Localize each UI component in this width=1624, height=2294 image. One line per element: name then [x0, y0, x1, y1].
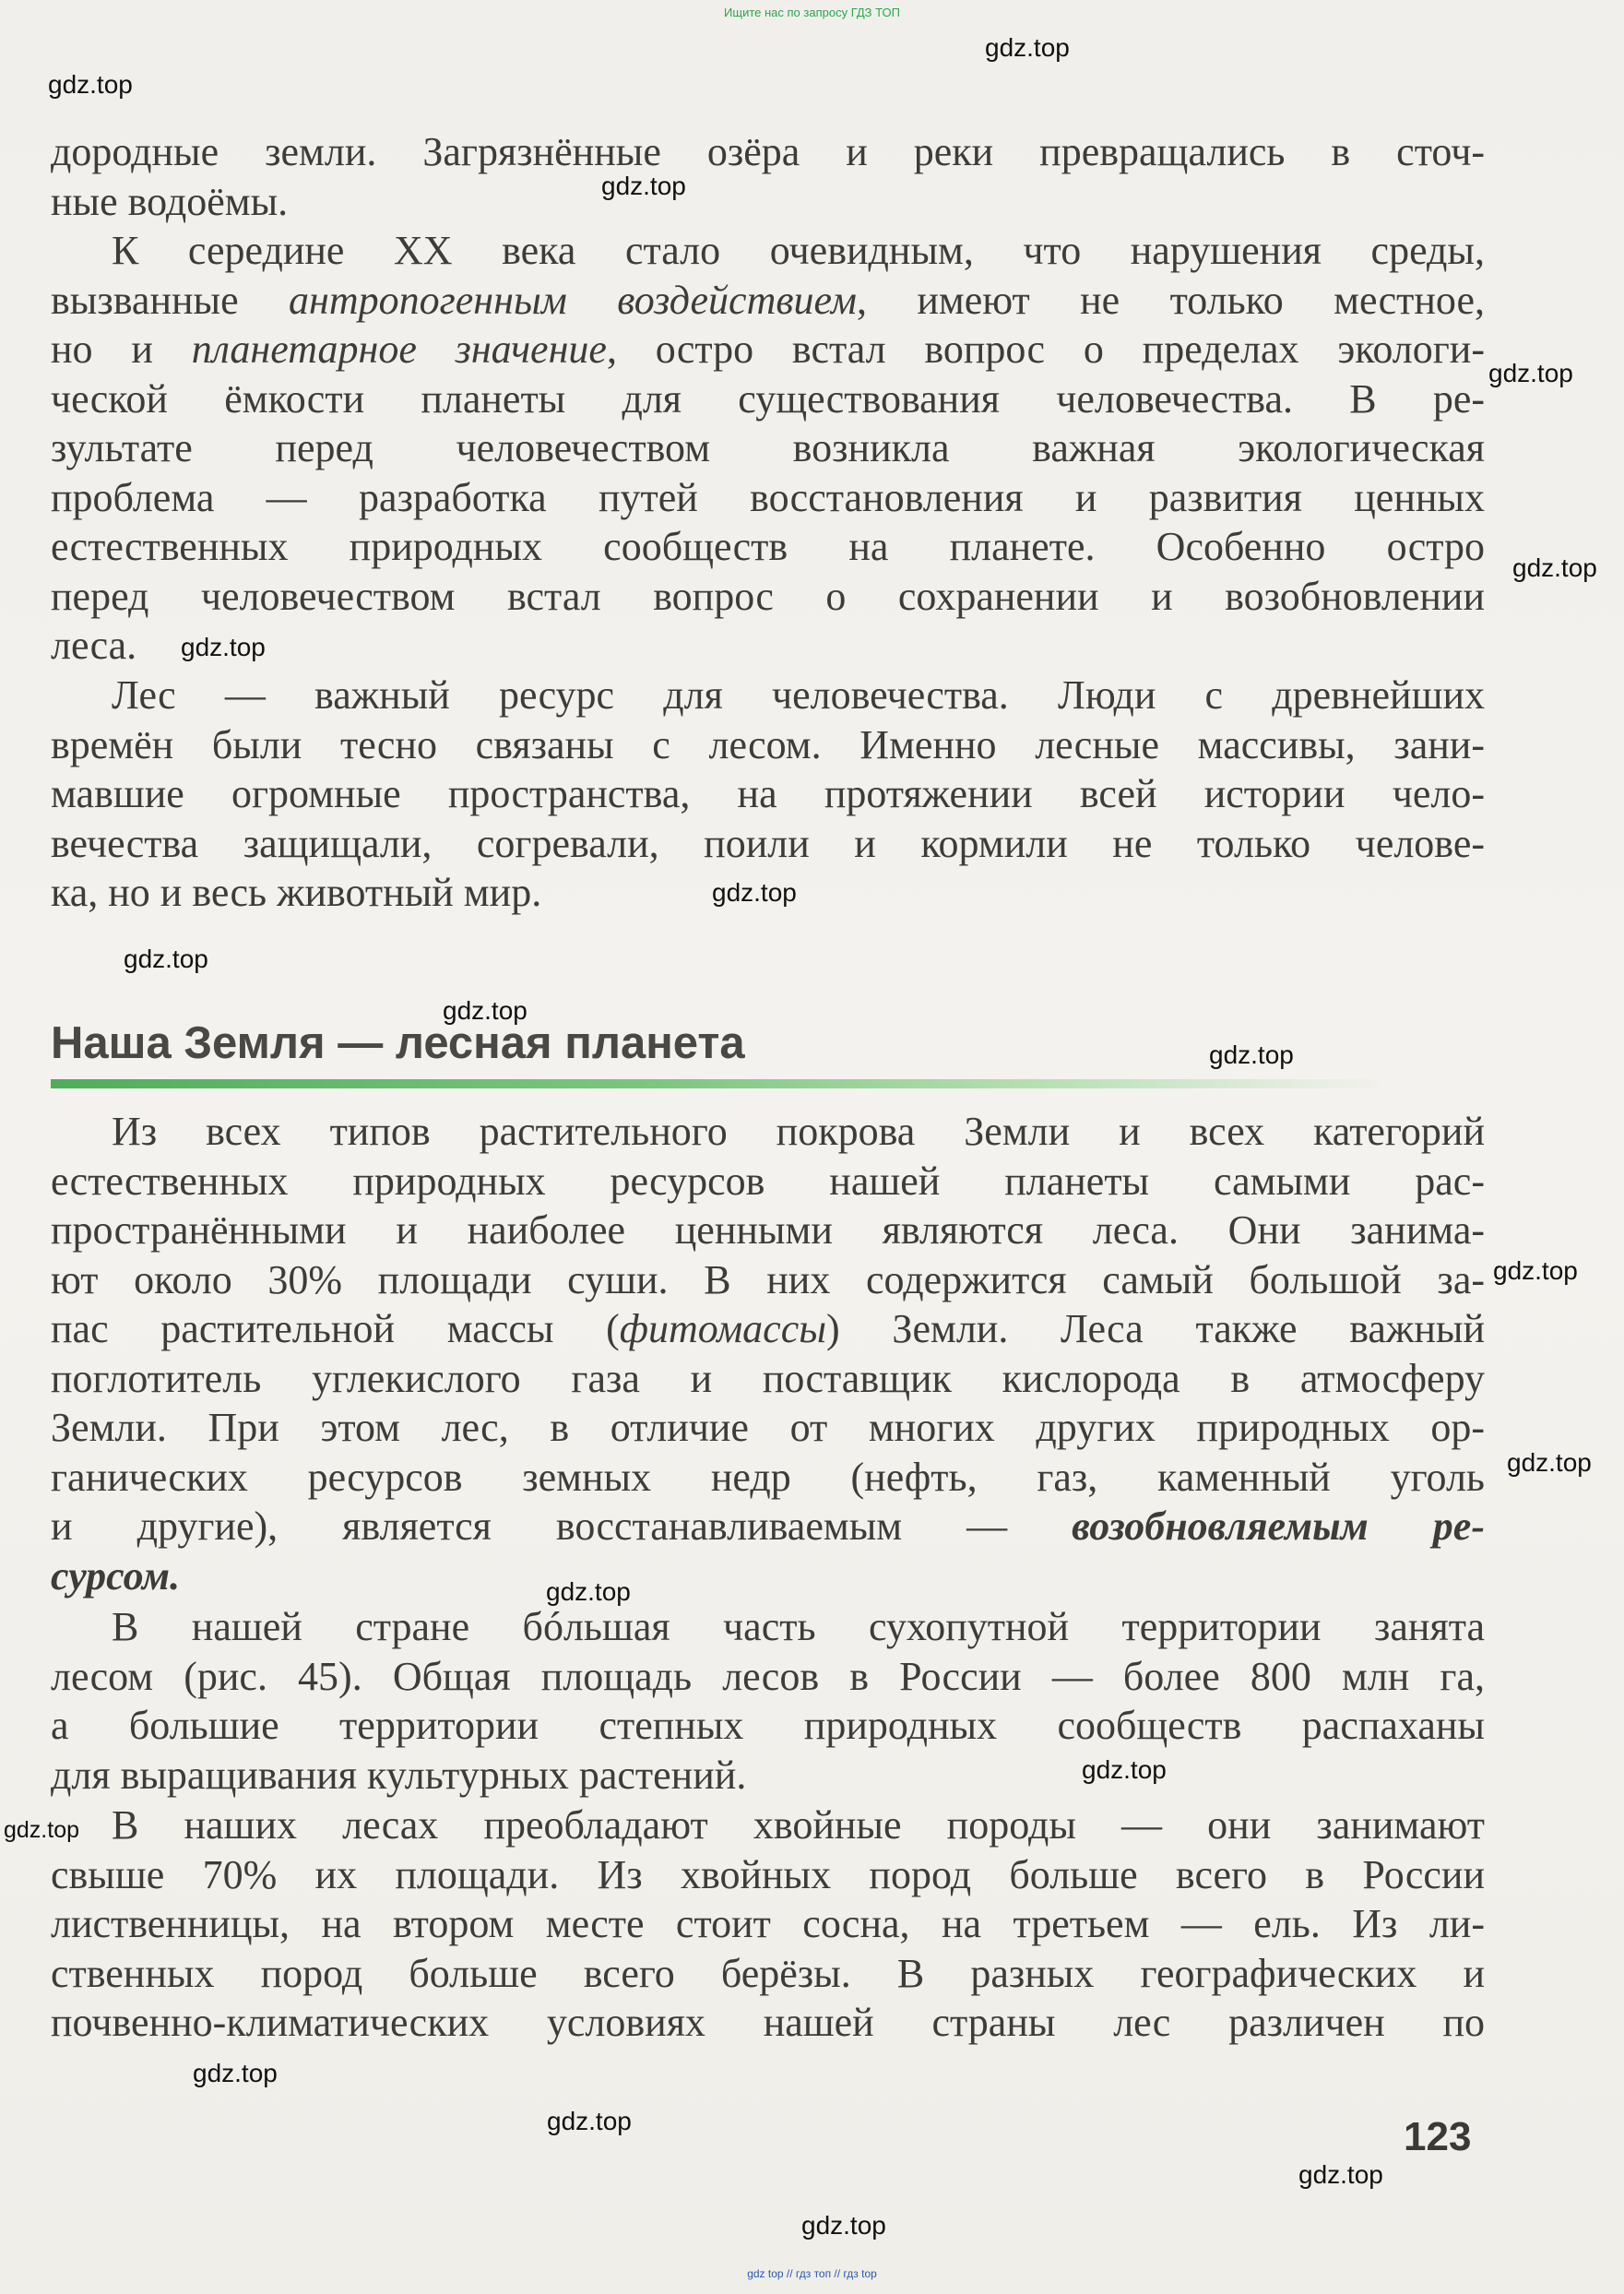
text-line: ют около 30% площади суши. В них содержится самый большой за-	[51, 1256, 1485, 1302]
text-line: ственных пород больше всего берёзы. В разных географических и	[51, 1950, 1485, 1996]
watermark-text: gdz.top	[181, 633, 266, 661]
text-line	[51, 325, 1485, 374]
text-line: лиственницы, на втором месте стоит сосна, на третьем — ель. Из ли-	[51, 1901, 1485, 1946]
text-line: проблема — разработка путей восстановления и развития ценных	[51, 474, 1485, 520]
watermark-text: gdz.top	[1493, 1256, 1578, 1285]
text-line: дородные земли. Загрязнённые озёра и реки превращались в сточ-	[51, 129, 1485, 174]
watermark-text: gdz.top	[1512, 553, 1597, 582]
text-line: Земли. При этом лес, в отличие от многих других природных ор-	[51, 1405, 1485, 1450]
text-run: пас растительной массы (	[51, 1306, 620, 1351]
italic-term: планетарное значение	[191, 327, 607, 372]
bold-italic-term: возобновляемым ре-	[1072, 1504, 1485, 1549]
heading-underline	[51, 1079, 1388, 1088]
paragraph-1	[51, 127, 1485, 226]
watermark-text: gdz.top	[712, 878, 797, 907]
text-line: К середине XX века стало очевидным, что нарушения среды,	[112, 228, 1485, 273]
paragraph-5	[51, 1602, 1485, 1800]
text-line: естественных природных ресурсов нашей планеты самыми рас-	[51, 1158, 1485, 1204]
text-line: ка, но и весь животный мир.	[51, 870, 542, 915]
watermark-text: gdz.top	[48, 70, 133, 99]
text-line: сурсом.	[51, 1552, 181, 1599]
text-line: ганических ресурсов земных недр (нефть, газ, каменный уголь	[51, 1454, 1485, 1500]
watermark-text: gdz.top	[1209, 1040, 1294, 1069]
text-line: поглотитель углекислого газа и поставщик кислорода в атмосферу	[51, 1355, 1485, 1401]
watermark-text: gdz.top	[443, 996, 528, 1025]
text-line	[51, 276, 1485, 326]
watermark-text: gdz.top	[124, 945, 208, 973]
text-line: почвенно-климатических условиях нашей страны лес различен по	[51, 2000, 1485, 2045]
paragraph-6	[51, 1801, 1485, 2048]
watermark-text: gdz.top	[546, 1577, 631, 1606]
text-line	[51, 1502, 1485, 1551]
watermark-text: gdz.top	[1488, 359, 1573, 387]
watermark-text: gdz.top	[1082, 1755, 1167, 1784]
text-line: мавшие огромные пространства, на протяжении всей истории чело-	[51, 771, 1485, 816]
text-line: свыше 70% их площади. Из хвойных пород больше всего в России	[51, 1851, 1485, 1897]
top-banner-text: Ищите нас по запросу ГДЗ ТОП	[724, 6, 900, 19]
text-line: Лес — важный ресурс для человечества. Люди с древнейших	[112, 672, 1485, 718]
text-line: вечества защищали, согревали, поили и кормили не только челове-	[51, 820, 1485, 866]
watermark-text: gdz.top	[547, 2107, 632, 2135]
text-run: вызванные	[51, 277, 289, 323]
text-line: ные водоёмы.	[51, 178, 289, 224]
text-line: перед человечеством встал вопрос о сохранении и возобновлении	[51, 573, 1485, 619]
text-line: леса.	[51, 623, 137, 668]
text-line: В нашей стране бóльшая часть сухопутной территории занята	[112, 1604, 1485, 1649]
watermark-text: gdz.top	[1298, 2160, 1383, 2189]
watermark-text: gdz.top	[193, 2059, 278, 2087]
watermark-text: gdz.top	[801, 2211, 886, 2240]
text-line: а большие территории степных природных сообществ распаханы	[51, 1703, 1485, 1748]
watermark-text: gdz.top	[4, 1817, 80, 1843]
paragraph-4	[51, 1107, 1485, 1600]
watermark-text: gdz.top	[601, 172, 686, 200]
text-run: , имеют не только местное,	[856, 277, 1485, 323]
text-line: ческой ёмкости планеты для существования человечества. В ре-	[51, 375, 1485, 422]
bottom-banner-text: gdz top // гдз топ // гдз top	[747, 2267, 877, 2280]
page-number: 123	[1404, 2114, 1472, 2159]
text-run: , остро встал вопрос о пределах экологи-	[606, 327, 1485, 372]
text-line: лесом (рис. 45). Общая площадь лесов в России — более 800 млн га,	[51, 1653, 1485, 1699]
text-line: зультате перед человечеством возникла важная экологическая	[51, 425, 1485, 470]
text-run: и другие), является восстанавливаемым —	[51, 1504, 1073, 1549]
text-line: В наших лесах преобладают хвойные породы — они занимают	[112, 1802, 1485, 1848]
italic-term: фитомассы	[619, 1306, 827, 1351]
text-line: Из всех типов растительного покрова Земли и всех категорий	[112, 1109, 1485, 1154]
paragraph-2	[51, 226, 1485, 671]
text-line: естественных природных сообществ на планете. Особенно остро	[51, 524, 1485, 569]
text-run: но и	[51, 327, 192, 372]
text-line	[51, 1304, 1485, 1354]
section-heading: Наша Земля — лесная планета	[51, 1018, 745, 1068]
text-line: времён были тесно связаны с лесом. Именно лесные массивы, зани-	[51, 721, 1485, 767]
text-line: для выращивания культурных растений.	[51, 1752, 747, 1798]
text-run: ) Земли. Леса также важный	[826, 1306, 1485, 1351]
watermark-text: gdz.top	[985, 33, 1070, 62]
italic-term: антропогенным воздействием	[289, 277, 857, 323]
text-line: пространёнными и наиболее ценными являются леса. Они занима-	[51, 1207, 1485, 1253]
watermark-text: gdz.top	[1507, 1448, 1592, 1477]
